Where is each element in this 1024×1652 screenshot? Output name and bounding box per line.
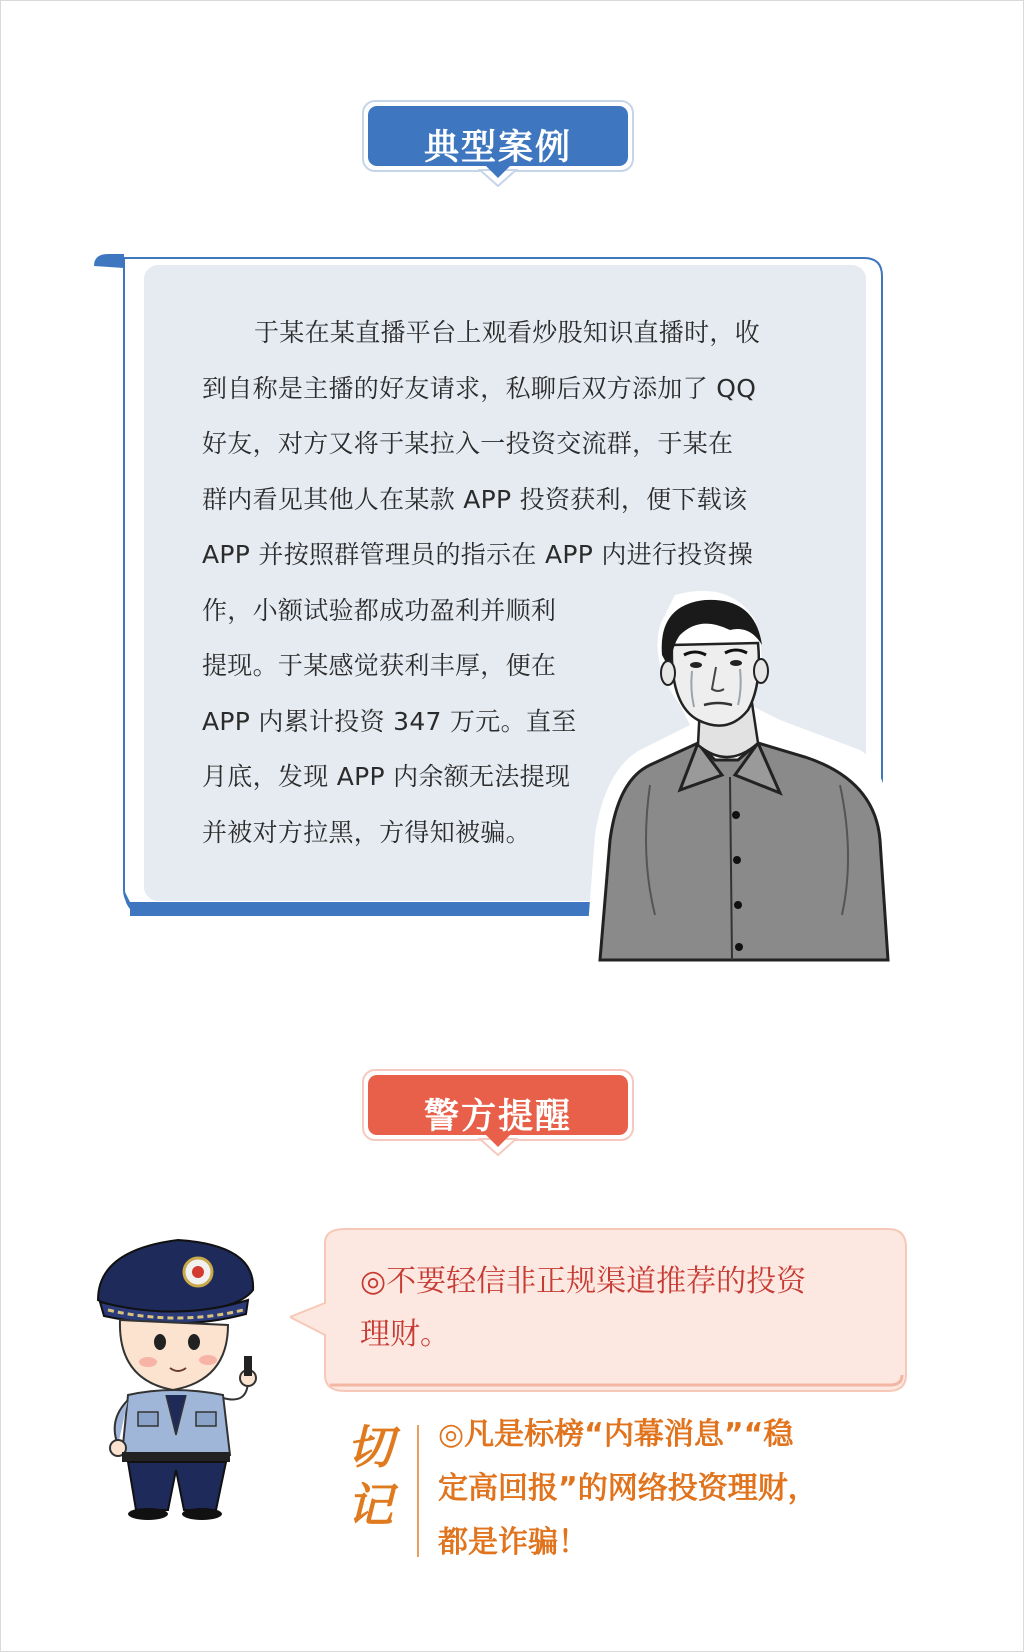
case-section-header xyxy=(362,100,634,188)
remember-divider xyxy=(417,1425,419,1557)
tip-2-line: 定高回报”的网络投资理财， xyxy=(438,1471,818,1506)
case-line: 并被对方拉黑，方得知被骗。 xyxy=(202,817,531,847)
remember-label-char: 记 xyxy=(347,1478,393,1532)
case-line: 提现。于某感觉获利丰厚，便在 xyxy=(202,651,557,680)
case-line: 于某在某直播平台上观看炒股知识直播时，收 xyxy=(254,318,761,347)
case-line: 群内看见其他人在某款 APP 投资获利，便下载该 xyxy=(202,484,748,514)
case-line: APP 内累计投资 347 万元。直至 xyxy=(202,706,577,736)
remember-label-char: 切 xyxy=(347,1420,393,1474)
tip-1 xyxy=(360,1255,880,1361)
case-line: 作，小额试验都成功盈利并顺利 xyxy=(202,595,557,625)
police-section-title: 警方提醒 xyxy=(423,1096,572,1137)
case-line: 好友，对方又将于某拉入一投资交流群，于某在 xyxy=(202,429,734,458)
tip-1-line: 理财。 xyxy=(360,1317,450,1352)
tip-1-line: ◎不要轻信非正规渠道推荐的投资 xyxy=(360,1264,807,1299)
tip-2-line: 都是诈骗！ xyxy=(438,1525,588,1560)
case-line: APP 并按照群管理员的指示在 APP 内进行投资操 xyxy=(202,540,754,569)
tip-2 xyxy=(438,1408,908,1570)
case-line: 月底，发现 APP 内余额无法提现 xyxy=(202,762,571,791)
police-section-header xyxy=(362,1069,634,1157)
case-section-title: 典型案例 xyxy=(423,127,572,168)
police-officer-illustration xyxy=(88,1230,268,1520)
case-line: 到自称是主播的好友请求，私聊后双方添加了 QQ xyxy=(202,373,757,403)
tip-2-line: ◎凡是标榜“内幕消息”“稳 xyxy=(438,1417,794,1452)
remember-label xyxy=(335,1418,405,1534)
victim-man-illustration xyxy=(580,585,920,975)
